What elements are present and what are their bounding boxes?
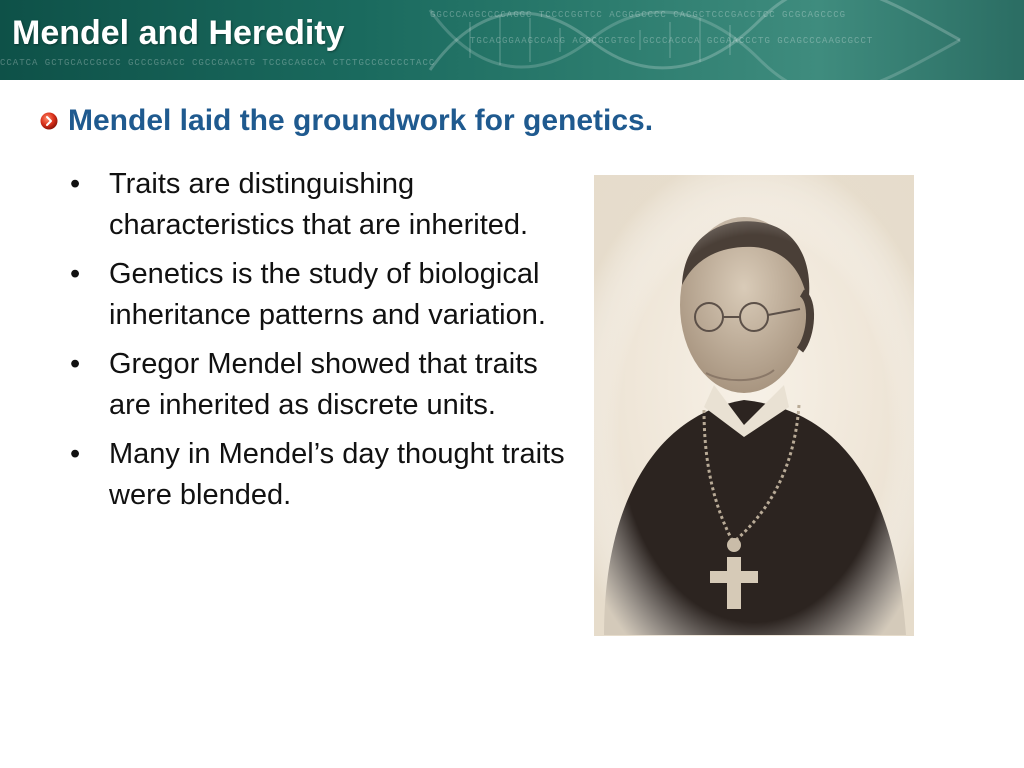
bullet-item — [70, 344, 570, 426]
dna-sequence-line: TGCACGGAAGCCAGG ACGCGCGTGC GCCCACCCA GCGAACCCTG GCAGCCCAAGCGCCT — [470, 36, 874, 46]
portrait-photo — [594, 175, 914, 636]
dna-sequence-line: GGCCCAGGCCCCAGGC TCCCCGGTCC ACGGGCCCC CACGCTCCCGACCTCC GCGCAGCCCG — [430, 10, 847, 20]
bullet-glyph: • — [70, 438, 81, 470]
bullet-text: Gregor Mendel showed that traits are inherited as discrete units. — [109, 348, 538, 421]
bullet-text: Genetics is the study of biological inheritance patterns and variation. — [109, 258, 546, 331]
slide-title: Mendel and Heredity — [12, 14, 345, 52]
subheading-row — [40, 104, 653, 138]
subheading: Mendel laid the groundwork for genetics. — [68, 104, 654, 137]
bullet-item — [70, 164, 570, 246]
bullet-item — [70, 434, 570, 516]
bullet-glyph: • — [70, 348, 81, 380]
bullet-glyph: • — [70, 168, 81, 200]
red-orb-icon — [40, 112, 58, 130]
bullet-list — [70, 164, 570, 524]
bullet-item — [70, 254, 570, 336]
portrait-illustration — [594, 175, 914, 636]
dna-sequence-line: CCATCA GCTGCACCGCCC GCCCGGACC CGCCGAACTG TCCGCAGCCA CTCTGCCGCCCCTACC — [0, 58, 436, 68]
bullet-glyph: • — [70, 258, 81, 290]
bullet-text: Many in Mendel’s day thought traits were blended. — [109, 438, 565, 511]
bullet-text: Traits are distinguishing characteristics that are inherited. — [109, 168, 529, 241]
title-banner — [0, 0, 1024, 80]
